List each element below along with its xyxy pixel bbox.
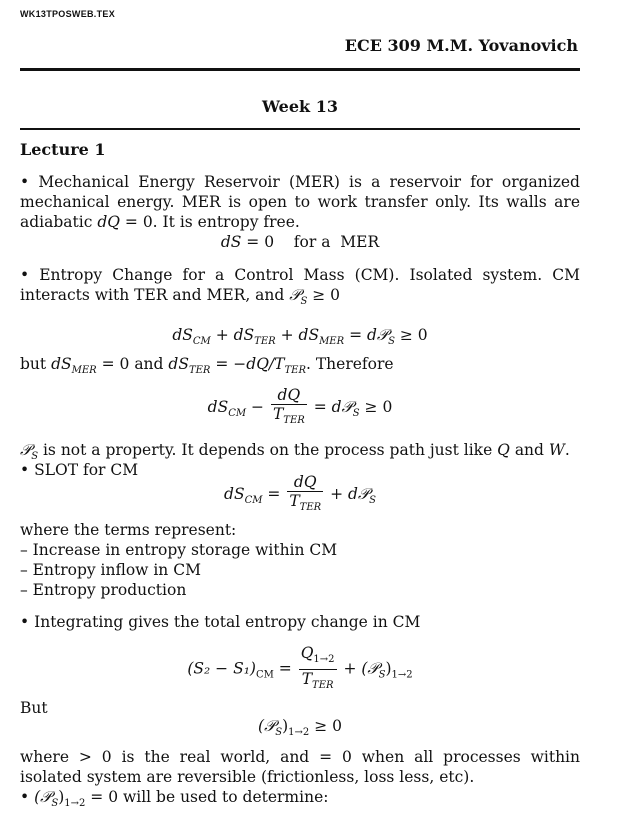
math-sub: 1→2 [288, 727, 310, 739]
mer-paragraph [20, 172, 580, 232]
math-sub: 1→2 [64, 798, 86, 810]
term-item: – Entropy inflow in CM [20, 561, 201, 579]
math: Q [300, 644, 314, 662]
text: = 0 will be used to determine: [85, 788, 329, 806]
math: − [246, 398, 269, 417]
math: T [301, 670, 313, 689]
math-sub: S [352, 408, 360, 420]
math: dS [172, 326, 193, 344]
math: dS [168, 355, 189, 373]
math-sub: S [275, 727, 283, 739]
math: = d𝒫 [344, 326, 389, 344]
text: = 0 and [96, 355, 169, 373]
math: = d𝒫 [308, 398, 353, 417]
math-sub: TER [299, 502, 322, 514]
mer-equation [0, 232, 600, 252]
math-sub: S [369, 495, 376, 507]
math: 𝒫 [20, 441, 32, 459]
header-rule [20, 68, 580, 71]
math: + (𝒫 [338, 659, 379, 678]
math-sub: S [388, 336, 395, 348]
fraction [299, 644, 337, 695]
math-p: 𝒫 [289, 286, 301, 304]
math: dS [224, 485, 245, 504]
math: = [273, 659, 297, 678]
math-sub: S [31, 451, 39, 463]
math: dS [207, 398, 229, 417]
math: ≥ 0 [359, 398, 393, 417]
lecture-title: Lecture 1 [20, 140, 106, 159]
math-sub: 1→2 [313, 654, 335, 666]
text: Integrating gives the total entropy change in CM [34, 613, 421, 631]
text: SLOT for CM [34, 461, 139, 479]
math: = −dQ/T [210, 355, 285, 373]
math: Q [497, 441, 510, 459]
math: dS [298, 326, 320, 344]
term-item: – Entropy production [20, 581, 187, 599]
math: + [275, 326, 299, 344]
math: ≥ 0 [309, 717, 342, 735]
bullet: • [20, 266, 30, 284]
math: ≥ 0 [394, 326, 428, 344]
term-item: – Increase in entropy storage within CM [20, 541, 338, 559]
cm-paragraph [20, 265, 580, 312]
text: and [509, 441, 549, 459]
equation-5 [0, 716, 600, 743]
denominator [299, 669, 337, 695]
math: ) [385, 659, 392, 678]
denominator [271, 404, 307, 430]
mer-text: Mechanical Energy Reservoir (MER) is a reservoir for organized mechanical energy. MER is open to work transfer only. Its walls are adiabatic [20, 173, 580, 231]
equation-3 [0, 473, 600, 517]
math: dS [220, 233, 242, 251]
math: (𝒫 [258, 717, 276, 735]
math-sub: TER [254, 336, 276, 348]
text: . [564, 441, 570, 459]
math: W [548, 441, 565, 459]
terms-intro: where the terms represent: [20, 521, 237, 539]
text: is not a property. It depends on the process path just like [38, 441, 498, 459]
mer-tail: = 0. It is entropy free. [119, 213, 300, 231]
bullet: • [20, 613, 30, 631]
math: = [262, 485, 286, 504]
math-sub: S [51, 798, 59, 810]
but-line [20, 354, 580, 381]
cm-tail: ≥ 0 [307, 286, 341, 304]
page-header: ECE 309 M.M. Yovanovich [344, 36, 578, 55]
cm-text: Entropy Change for a Control Mass (CM). Isolated system. CM interacts with TER and MER, and [20, 266, 580, 304]
math-sub: S [300, 296, 308, 308]
math-sub: CM [192, 336, 211, 348]
fraction [271, 386, 307, 430]
math-sub: CM [228, 408, 247, 420]
week-title: Week 13 [262, 97, 338, 116]
math-sub: MER [71, 365, 97, 377]
math-sub: MER [319, 336, 345, 348]
math-sub: 1→2 [391, 669, 413, 681]
last-line [20, 787, 580, 814]
math-sub: TER [283, 415, 305, 427]
bullet: • [20, 461, 30, 479]
math-sub: TER [312, 680, 334, 692]
math: ) [58, 788, 65, 806]
integrating-line [20, 612, 580, 632]
where-paragraph: where > 0 is the real world, and = 0 when all processes within isolated system are reversible (frictionless, loss less, etc). [20, 748, 580, 786]
math: dS [51, 355, 72, 373]
text: . Therefore [305, 355, 394, 373]
but-label: But [20, 699, 48, 717]
math-sub: TER [284, 365, 306, 377]
equation-2 [0, 386, 600, 430]
math: = 0 for a MER [241, 233, 380, 251]
math: T [272, 405, 284, 423]
math-sub: CM [244, 495, 263, 507]
numerator: dQ [277, 386, 301, 404]
bullet: • [20, 173, 30, 191]
numerator [299, 644, 337, 669]
math: + [210, 326, 234, 344]
math: (𝒫 [34, 788, 52, 806]
equation-1 [0, 325, 600, 352]
math: dS [233, 326, 255, 344]
math: + d𝒫 [325, 485, 370, 504]
math-sub: S [378, 669, 386, 681]
title-rule [20, 128, 580, 130]
numerator: dQ [293, 473, 317, 491]
fraction [287, 473, 323, 517]
equation-4 [0, 644, 600, 695]
file-label: WK13TPOSWEB.TEX [20, 9, 116, 19]
bullet: • [20, 788, 30, 806]
denominator [287, 491, 323, 517]
math: ) [282, 717, 289, 735]
math-dq: dQ [97, 213, 120, 231]
math: T [289, 492, 300, 510]
text: but [20, 355, 52, 373]
math-sub: CM [255, 669, 274, 681]
math-sub: TER [188, 365, 211, 377]
math: (S₂ − S₁) [187, 659, 256, 678]
